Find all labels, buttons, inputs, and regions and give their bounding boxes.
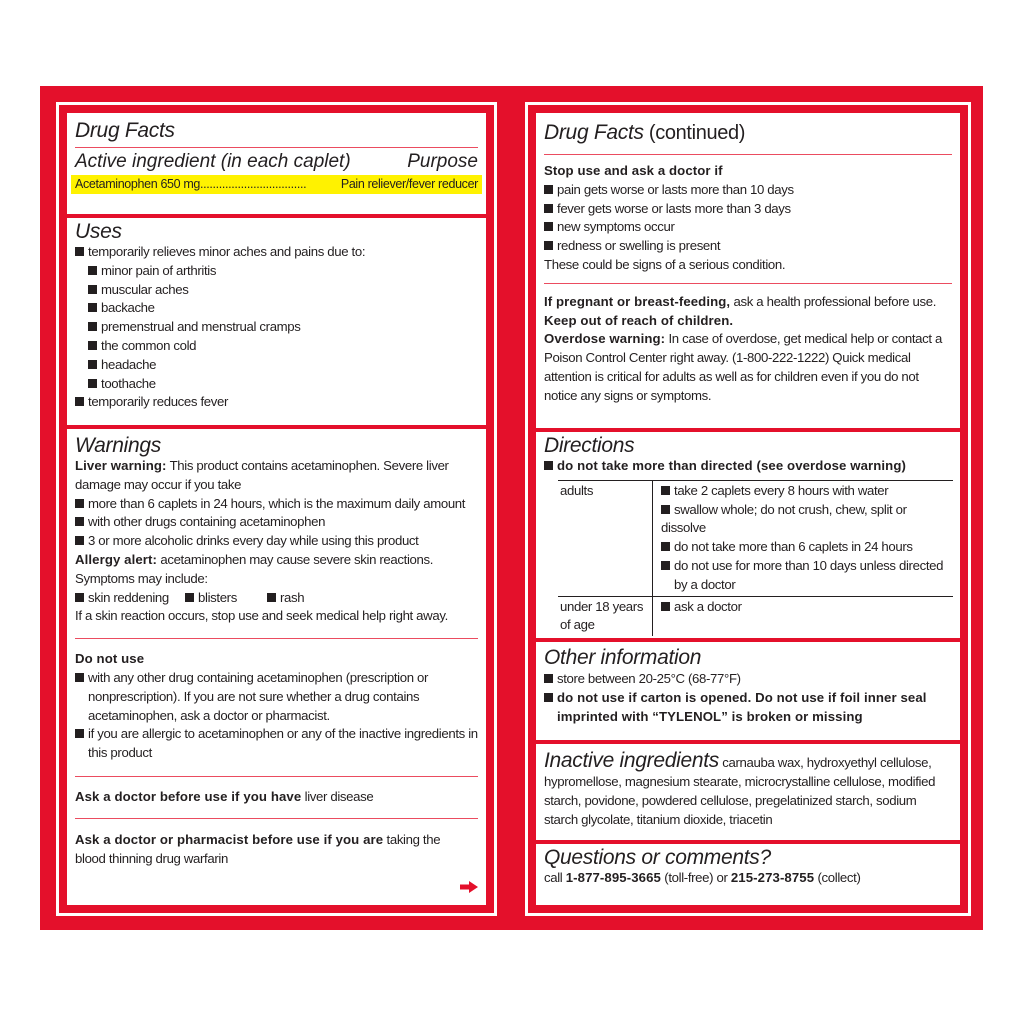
- other-item: store between 20-25°C (68-77°F): [544, 670, 952, 689]
- bullet-icon: [75, 247, 84, 256]
- skin-reaction-note: If a skin reaction occurs, stop use and seek medical help right away.: [75, 608, 448, 624]
- bullet-icon: [544, 461, 553, 470]
- bullet-icon: [75, 673, 84, 682]
- active-ingredient-row: [71, 175, 482, 194]
- dosage-item: ask a doctor: [661, 598, 953, 617]
- active-ingredient-panel: [67, 113, 486, 214]
- continued-panel: [536, 113, 960, 428]
- liver-item: more than 6 caplets in 24 hours, which is the maximum daily amount: [75, 495, 478, 514]
- collect-phone[interactable]: 215-273-8755: [730, 870, 815, 885]
- bullet-icon: [88, 322, 97, 331]
- bullet-icon: [75, 593, 84, 602]
- bullet-icon: [88, 379, 97, 388]
- dosage-table: [558, 480, 953, 636]
- uses-item: the common cold: [75, 337, 478, 356]
- inactive-ingredients: Inactive ingredients carnauba wax, hydroxyethyl cellulose, hypromellose, magnesium stearate, microcrystalline cellulose, modified starch, povidone, powdered cellulose, pregelatinized starch, sodium starch glycolate, titanium dioxide, triacetin: [544, 749, 936, 827]
- bullet-icon: [88, 303, 97, 312]
- liver-item: with other drugs containing acetaminophen: [75, 513, 478, 532]
- uses-fever: temporarily reduces fever: [75, 393, 478, 412]
- bullet-icon: [185, 593, 194, 602]
- ingredient-purpose: Pain reliever/fever reducer: [340, 177, 478, 191]
- liver-warning: Liver warning: This product contains acetaminophen. Severe liver damage may occur if you take: [75, 458, 449, 492]
- pregnancy-warning: If pregnant or breast-feeding, ask a health professional before use.: [544, 293, 937, 309]
- uses-intro: temporarily relieves minor aches and pains due to:: [75, 243, 478, 262]
- bullet-icon: [75, 397, 84, 406]
- stop-use-title: Stop use and ask a doctor if: [544, 163, 723, 178]
- uses-item: headache: [75, 356, 478, 375]
- contact-line: call 1-877-895-3665 (toll-free) or 215-273-8755 (collect): [544, 870, 861, 885]
- other-item: do not use if carton is opened. Do not use if foil inner seal imprinted with “TYLENOL” is broken or missing: [544, 689, 952, 727]
- tollfree-phone[interactable]: 1-877-895-3665: [565, 870, 661, 885]
- uses-item: minor pain of arthritis: [75, 262, 478, 281]
- stop-use-note: These could be signs of a serious condition.: [544, 256, 786, 272]
- other-information-title: Other information: [544, 646, 702, 669]
- do-not-use-item: if you are allergic to acetaminophen or any of the inactive ingredients in this product: [75, 725, 478, 763]
- bullet-icon: [88, 341, 97, 350]
- bullet-icon: [661, 561, 670, 570]
- dosage-item: do not take more than 6 caplets in 24 hours: [661, 538, 953, 557]
- directions-panel: [536, 432, 960, 638]
- active-ingredient-header: Active ingredient (in each caplet): [75, 151, 351, 172]
- bullet-icon: [544, 185, 553, 194]
- ask-pharmacist: Ask a doctor or pharmacist before use if you are taking the blood thinning drug warfarin: [75, 831, 441, 866]
- drug-facts-label: [40, 86, 983, 930]
- bullet-icon: [661, 602, 670, 611]
- directions-title: Directions: [544, 434, 635, 457]
- purpose-header: Purpose: [407, 151, 478, 172]
- keep-out-of-reach: Keep out of reach of children.: [544, 312, 734, 328]
- dosage-item: do not use for more than 10 days unless directed by a doctor: [661, 557, 953, 595]
- do-not-use-item: with any other drug containing acetaminophen (prescription or nonprescription). If you are not sure whether a drug contains acetaminophen, ask a doctor or pharmacist.: [75, 669, 478, 725]
- bullet-icon: [75, 729, 84, 738]
- dosage-item: swallow whole; do not crush, chew, split or dissolve: [661, 501, 907, 536]
- questions-title: Questions or comments?: [544, 846, 771, 869]
- stop-use-item: fever gets worse or lasts more than 3 days: [544, 200, 952, 219]
- dosage-row-under-18: [558, 596, 953, 636]
- other-information-panel: [536, 642, 960, 740]
- bullet-icon: [544, 674, 553, 683]
- uses-panel: [67, 218, 486, 425]
- uses-item: muscular aches: [75, 281, 478, 300]
- bullet-icon: [544, 204, 553, 213]
- drug-facts-title: Drug Facts: [75, 119, 175, 142]
- bullet-icon: [88, 266, 97, 275]
- dosage-group: under 18 years of age: [558, 596, 653, 636]
- uses-item: backache: [75, 299, 478, 318]
- warnings-title: Warnings: [75, 434, 161, 457]
- symptom-item: blisters: [185, 589, 267, 608]
- do-not-use-title: Do not use: [75, 651, 145, 667]
- symptom-item: skin reddening: [75, 589, 185, 608]
- stop-use-item: pain gets worse or lasts more than 10 days: [544, 181, 952, 200]
- bullet-icon: [75, 499, 84, 508]
- bullet-icon: [544, 222, 553, 231]
- bullet-icon: [544, 241, 553, 250]
- symptom-list: [75, 589, 478, 608]
- uses-item: toothache: [75, 375, 478, 394]
- bullet-icon: [88, 360, 97, 369]
- bullet-icon: [267, 593, 276, 602]
- bullet-icon: [75, 536, 84, 545]
- uses-title: Uses: [75, 220, 122, 243]
- bullet-icon: [88, 285, 97, 294]
- inactive-ingredients-panel: [536, 744, 960, 840]
- ask-doctor: Ask a doctor before use if you have liver disease: [75, 788, 374, 804]
- bullet-icon: [544, 693, 553, 702]
- continued-title: Drug Facts (continued): [544, 121, 746, 144]
- uses-item: premenstrual and menstrual cramps: [75, 318, 478, 337]
- inactive-ingredients-title: Inactive ingredients: [544, 749, 719, 772]
- right-column: [525, 102, 971, 916]
- warnings-panel: [67, 429, 486, 905]
- bullet-icon: [661, 505, 670, 514]
- bullet-icon: [75, 517, 84, 526]
- bullet-icon: [661, 542, 670, 551]
- questions-panel: [536, 844, 960, 905]
- stop-use-item: new symptoms occur: [544, 218, 952, 237]
- allergy-alert: Allergy alert: acetaminophen may cause severe skin reactions. Symptoms may include:: [75, 551, 434, 586]
- dosage-group: adults: [558, 480, 653, 596]
- overdose-warning: Overdose warning: In case of overdose, get medical help or contact a Poison Control Center right away. (1-800-222-1222) Quick medical attention is critical for adults as well as for children even if you do not notice any signs or symptoms.: [544, 331, 942, 403]
- directions-lead: do not take more than directed (see overdose warning): [544, 457, 952, 476]
- right-arrow-icon: [460, 881, 478, 893]
- bullet-icon: [661, 486, 670, 495]
- dosage-row-adults: [558, 480, 953, 596]
- left-column: [56, 102, 497, 916]
- ingredient-name: Acetaminophen 650 mg..................................: [75, 177, 307, 191]
- stop-use-item: redness or swelling is present: [544, 237, 952, 256]
- dosage-item: take 2 caplets every 8 hours with water: [661, 482, 953, 501]
- symptom-item: rash: [267, 589, 304, 608]
- liver-item: 3 or more alcoholic drinks every day while using this product: [75, 532, 478, 551]
